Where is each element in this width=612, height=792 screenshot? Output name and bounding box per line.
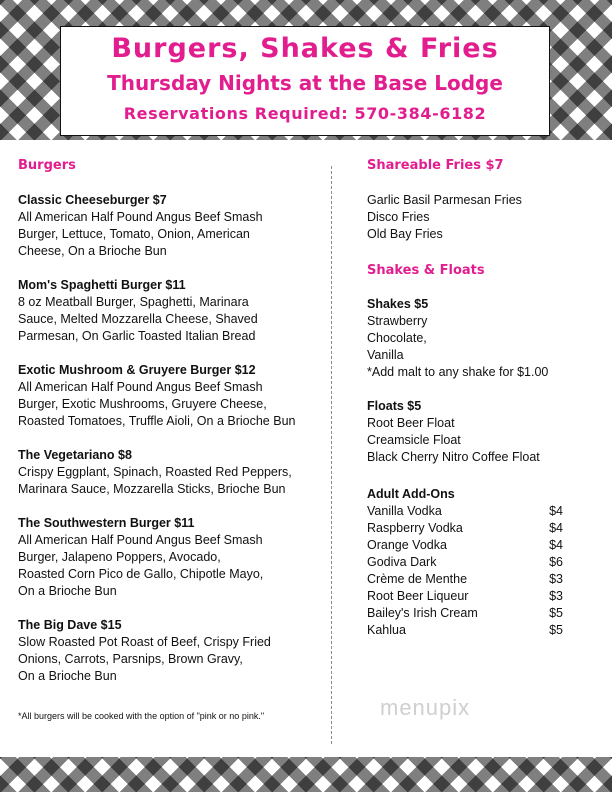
list-item: Black Cherry Nitro Coffee Float <box>367 450 540 464</box>
shakes-floats-heading: Shakes & Floats <box>367 263 485 278</box>
menu-item <box>18 617 324 685</box>
page-subtitle: Thursday Nights at the Base Lodge <box>107 71 503 95</box>
addon-label: Kahlua <box>367 623 406 637</box>
item-desc-line: Burger, Exotic Mushrooms, Gruyere Cheese, <box>18 397 267 411</box>
item-desc-line: All American Half Pound Angus Beef Smash <box>18 533 263 547</box>
addon-label: Bailey's Irish Cream <box>367 606 478 620</box>
item-name: The Vegetariano $8 <box>18 448 132 462</box>
fries-list <box>367 192 577 243</box>
addon-price: $4 <box>549 521 563 535</box>
item-desc-line: Marinara Sauce, Mozzarella Sticks, Brioche Bun <box>18 482 286 496</box>
addon-price: $5 <box>549 606 563 620</box>
item-desc-line: All American Half Pound Angus Beef Smash <box>18 380 263 394</box>
menu-item <box>18 362 324 430</box>
fries-heading: Shareable Fries $7 <box>367 158 504 173</box>
item-desc-line: Slow Roasted Pot Roast of Beef, Crispy Fried <box>18 635 271 649</box>
item-name: Mom's Spaghetti Burger $11 <box>18 278 186 292</box>
addon-label: Crème de Menthe <box>367 572 468 586</box>
floats-name: Floats $5 <box>367 399 422 413</box>
addon-price: $3 <box>549 572 563 586</box>
list-item: Chocolate, <box>367 331 427 345</box>
reservations-line: Reservations Required: 570-384-6182 <box>123 104 487 123</box>
addon-row <box>367 571 563 588</box>
list-item: Disco Fries <box>367 210 430 224</box>
shakes-group <box>367 296 577 381</box>
item-desc-line: Burger, Lettuce, Tomato, Onion, American <box>18 227 250 241</box>
item-desc-line: On a Brioche Bun <box>18 584 117 598</box>
list-item: Garlic Basil Parmesan Fries <box>367 193 522 207</box>
item-desc-line: Roasted Corn Pico de Gallo, Chipotle Mayo, <box>18 567 264 581</box>
menu-item <box>18 277 324 345</box>
item-desc-line: Sauce, Melted Mozzarella Cheese, Shaved <box>18 312 258 326</box>
item-name: Classic Cheeseburger $7 <box>18 193 167 207</box>
burgers-heading: Burgers <box>18 158 76 173</box>
addon-label: Root Beer Liqueur <box>367 589 469 603</box>
addon-row <box>367 554 563 571</box>
list-item: Creamsicle Float <box>367 433 461 447</box>
column-divider <box>331 166 332 744</box>
item-desc-line: Parmesan, On Garlic Toasted Italian Bread <box>18 329 256 343</box>
floats-group <box>367 398 577 466</box>
addon-row <box>367 503 563 520</box>
menu-item <box>18 515 324 600</box>
item-desc-line: Burger, Jalapeno Poppers, Avocado, <box>18 550 221 564</box>
sides-drinks-column <box>367 158 577 639</box>
addon-row <box>367 622 563 639</box>
burgers-column <box>18 158 324 685</box>
item-name: Exotic Mushroom & Gruyere Burger $12 <box>18 363 256 377</box>
addon-price: $5 <box>549 623 563 637</box>
addon-price: $6 <box>549 555 563 569</box>
list-item: Strawberry <box>367 314 428 328</box>
shakes-name: Shakes $5 <box>367 297 429 311</box>
addon-price: $4 <box>549 538 563 552</box>
gingham-border-bottom <box>0 757 612 792</box>
addon-row <box>367 588 563 605</box>
addon-label: Godiva Dark <box>367 555 437 569</box>
addons-name: Adult Add-Ons <box>367 487 455 501</box>
adult-addons-group <box>367 486 563 639</box>
addon-price: $4 <box>549 504 563 518</box>
item-name: The Big Dave $15 <box>18 618 122 632</box>
addon-label: Raspberry Vodka <box>367 521 463 535</box>
list-item: *Add malt to any shake for $1.00 <box>367 365 549 379</box>
addon-label: Vanilla Vodka <box>367 504 442 518</box>
item-name: The Southwestern Burger $11 <box>18 516 195 530</box>
item-desc-line: Crispy Eggplant, Spinach, Roasted Red Peppers, <box>18 465 292 479</box>
item-desc-line: 8 oz Meatball Burger, Spaghetti, Marinara <box>18 295 249 309</box>
item-desc-line: Roasted Tomatoes, Truffle Aioli, On a Brioche Bun <box>18 414 296 428</box>
addon-price: $3 <box>549 589 563 603</box>
page-title: Burgers, Shakes & Fries <box>111 33 499 64</box>
item-desc-line: Cheese, On a Brioche Bun <box>18 244 167 258</box>
item-desc-line: All American Half Pound Angus Beef Smash <box>18 210 263 224</box>
burgers-footnote: *All burgers will be cooked with the option of "pink or no pink." <box>18 711 265 721</box>
menu-item <box>18 447 324 498</box>
addon-label: Orange Vodka <box>367 538 447 552</box>
list-item: Old Bay Fries <box>367 227 443 241</box>
item-desc-line: On a Brioche Bun <box>18 669 117 683</box>
list-item: Vanilla <box>367 348 404 362</box>
addon-row <box>367 520 563 537</box>
addon-row <box>367 537 563 554</box>
menupix-watermark: menupix <box>380 695 471 720</box>
item-desc-line: Onions, Carrots, Parsnips, Brown Gravy, <box>18 652 243 666</box>
menu-item <box>18 192 324 260</box>
header-box <box>60 26 550 136</box>
list-item: Root Beer Float <box>367 416 455 430</box>
addon-row <box>367 605 563 622</box>
